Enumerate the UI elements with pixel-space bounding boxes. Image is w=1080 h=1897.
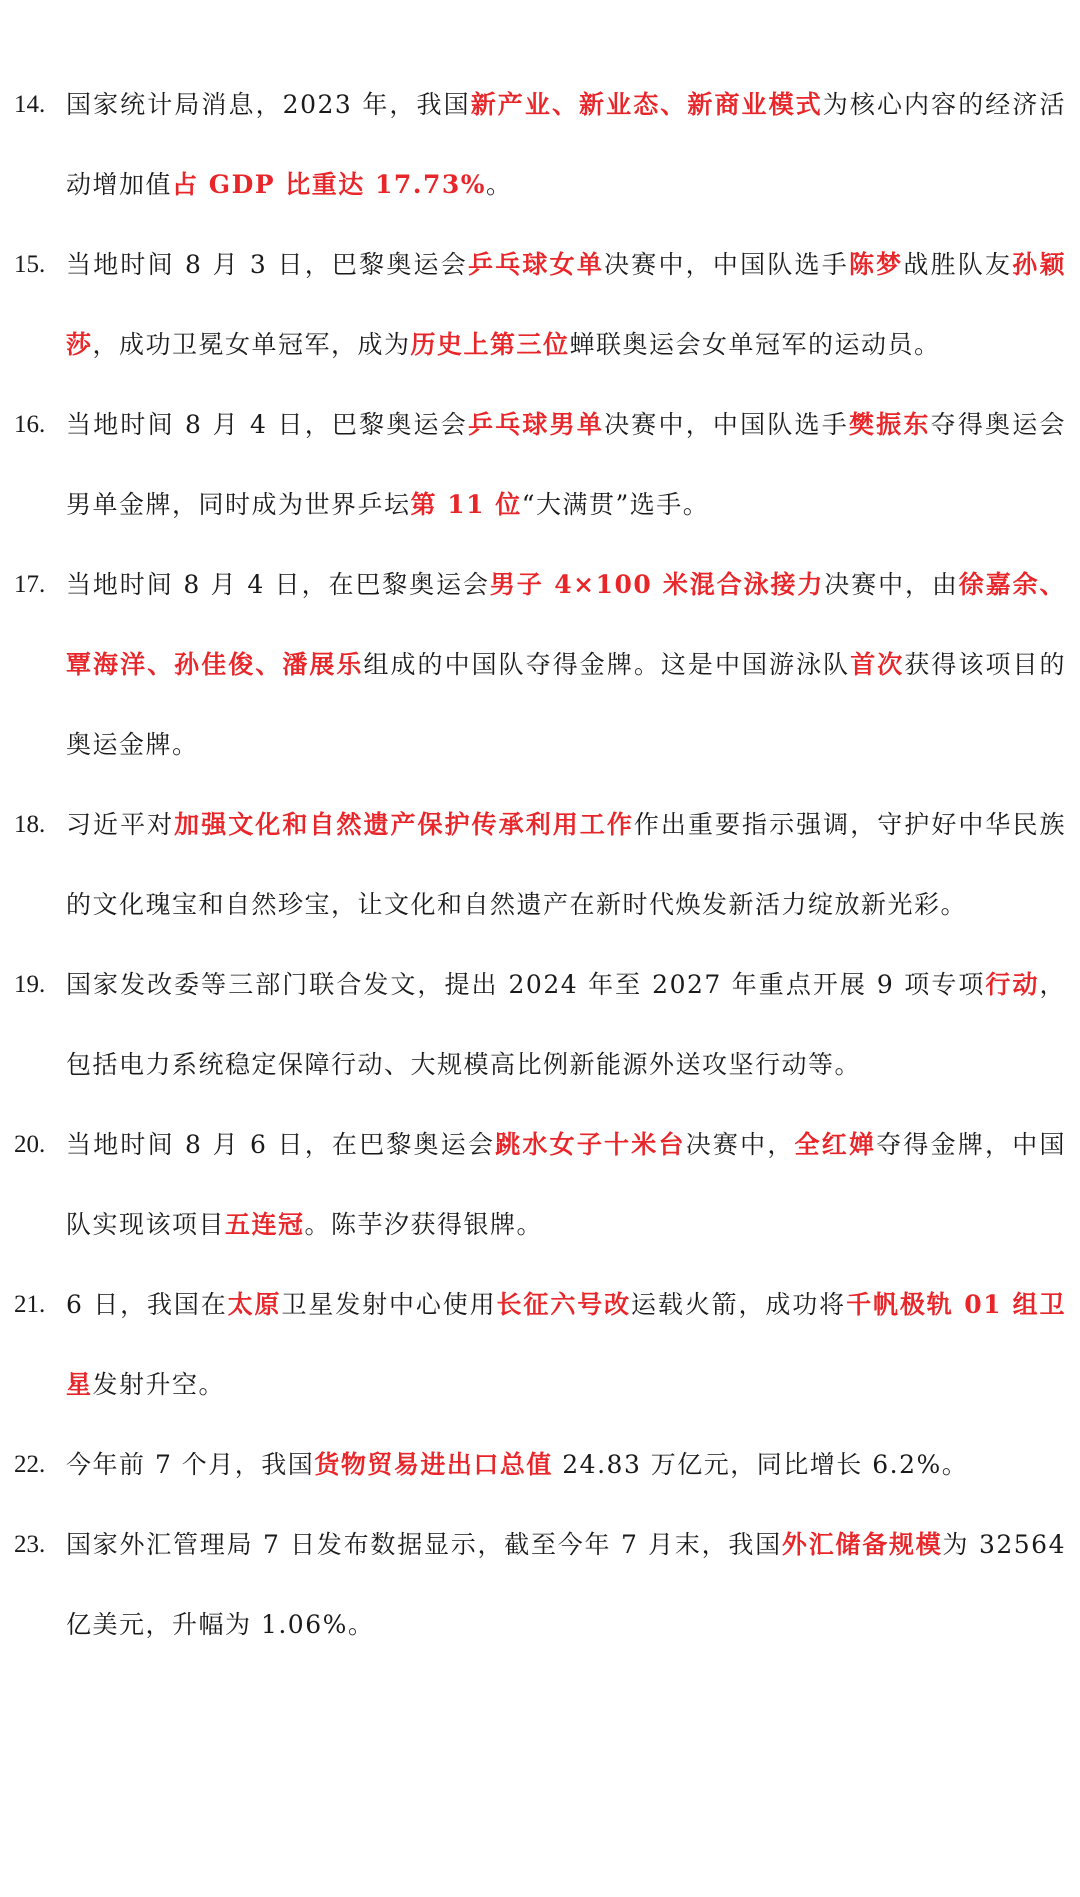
news-item [14,545,1066,785]
highlighted-keyword: 外汇储备规模 [781,1530,943,1559]
body-text: 组成的中国队夺得金牌。这是中国游泳队 [363,650,851,679]
item-number: 17. [14,571,46,598]
highlighted-keyword: 五连冠 [225,1210,305,1239]
body-text: 战胜队友 [903,250,1013,279]
news-item [14,1265,1066,1425]
body-text: 决赛中，中国队选手 [604,250,849,279]
body-text: 国家发改委等三部门联合发文，提出 2024 年至 2027 年重点开展 9 项专项 [66,970,986,999]
news-list [14,65,1066,1665]
item-number: 19. [14,971,46,998]
body-text: 发射升空。 [92,1370,226,1399]
news-item [14,785,1066,945]
highlighted-keyword: 樊振东 [848,410,931,439]
body-text: 。陈芋汐获得银牌。 [304,1210,544,1239]
body-text: 习近平对 [66,810,175,839]
body-text: 为 32564 亿美元，升幅为 1.06%。 [66,1530,1066,1639]
body-text: 运载火箭，成功将 [630,1290,847,1319]
body-text: 当地时间 8 月 3 日，巴黎奥运会 [66,250,468,279]
body-text: “大满贯”选手。 [521,490,710,519]
news-item [14,385,1066,545]
news-item [14,945,1066,1105]
body-text: 24.83 万亿元，同比增长 6.2%。 [552,1450,969,1479]
highlighted-keyword: 行动 [985,970,1040,999]
body-text: 国家统计局消息，2023 年，我国 [66,90,471,119]
highlighted-keyword: 新产业、新业态、新商业模式 [470,90,823,119]
highlighted-keyword: 货物贸易进出口总值 [314,1450,553,1479]
body-text: 6 日，我国在 [66,1290,228,1319]
highlighted-keyword: 男子 4×100 米混合泳接力 [489,570,825,599]
body-text: 作出重要指示强调，守护好中华民族的文化瑰宝和自然珍宝，让文化和自然遗产在新时代焕发新活力绽放新光彩。 [66,810,1066,919]
body-text: 当地时间 8 月 4 日，巴黎奥运会 [66,410,468,439]
highlighted-keyword: 乒乓球女单 [467,250,605,279]
item-number: 22. [14,1451,46,1478]
body-text: 决赛中， [685,1130,795,1159]
body-text: 当地时间 8 月 4 日，在巴黎奥运会 [66,570,490,599]
body-text: 国家外汇管理局 7 日发布数据显示，截至今年 7 月末，我国 [66,1530,782,1559]
news-item [14,1505,1066,1665]
news-item [14,1105,1066,1265]
news-item [14,225,1066,385]
highlighted-keyword: 乒乓球男单 [468,410,605,439]
highlighted-keyword: 历史上第三位 [410,330,570,359]
highlighted-keyword: 加强文化和自然遗产保护传承利用工作 [174,810,634,839]
item-number: 14. [14,91,46,118]
highlighted-keyword: 孙颖莎 [66,250,1066,359]
item-number: 20. [14,1131,46,1158]
news-item [14,1425,1066,1505]
body-text: 决赛中，中国队选手 [604,410,849,439]
body-text: 当地时间 8 月 6 日，在巴黎奥运会 [66,1130,496,1159]
highlighted-keyword: 徐嘉余、覃海洋、孙佳俊、潘展乐 [66,570,1066,679]
highlighted-keyword: 全红婵 [794,1130,877,1159]
body-text: 决赛中，由 [824,570,959,599]
body-text: 获得该项目的奥运金牌。 [66,650,1066,759]
highlighted-keyword: 陈梦 [848,250,904,279]
highlighted-keyword: 首次 [850,650,905,679]
item-number: 21. [14,1291,46,1318]
body-text: 蝉联奥运会女单冠军的运动员。 [569,330,941,359]
highlighted-keyword: 千帆极轨 01 组卫星 [66,1290,1066,1399]
highlighted-keyword: 长征六号改 [496,1290,631,1319]
body-text: ，成功卫冕女单冠军，成为 [92,330,411,359]
body-text: 。 [486,170,513,199]
body-text: 今年前 7 个月，我国 [66,1450,315,1479]
item-number: 23. [14,1531,46,1558]
body-text: 卫星发射中心使用 [281,1290,497,1319]
highlighted-keyword: 跳水女子十米台 [495,1130,686,1159]
news-item [14,65,1066,225]
item-number: 16. [14,411,46,438]
highlighted-keyword: 第 11 位 [410,490,522,519]
body-text: 夺得金牌，中国队实现该项目 [66,1130,1066,1239]
item-number: 18. [14,811,46,838]
body-text: ，包括电力系统稳定保障行动、大规模高比例新能源外送攻坚行动等。 [66,970,1066,1079]
body-text: 为核心内容的经济活动增加值 [66,90,1066,199]
body-text: 夺得奥运会男单金牌，同时成为世界乒坛 [66,410,1066,519]
highlighted-keyword: 占 GDP 比重达 17.73% [172,170,486,199]
item-number: 15. [14,251,46,278]
highlighted-keyword: 太原 [227,1290,282,1319]
